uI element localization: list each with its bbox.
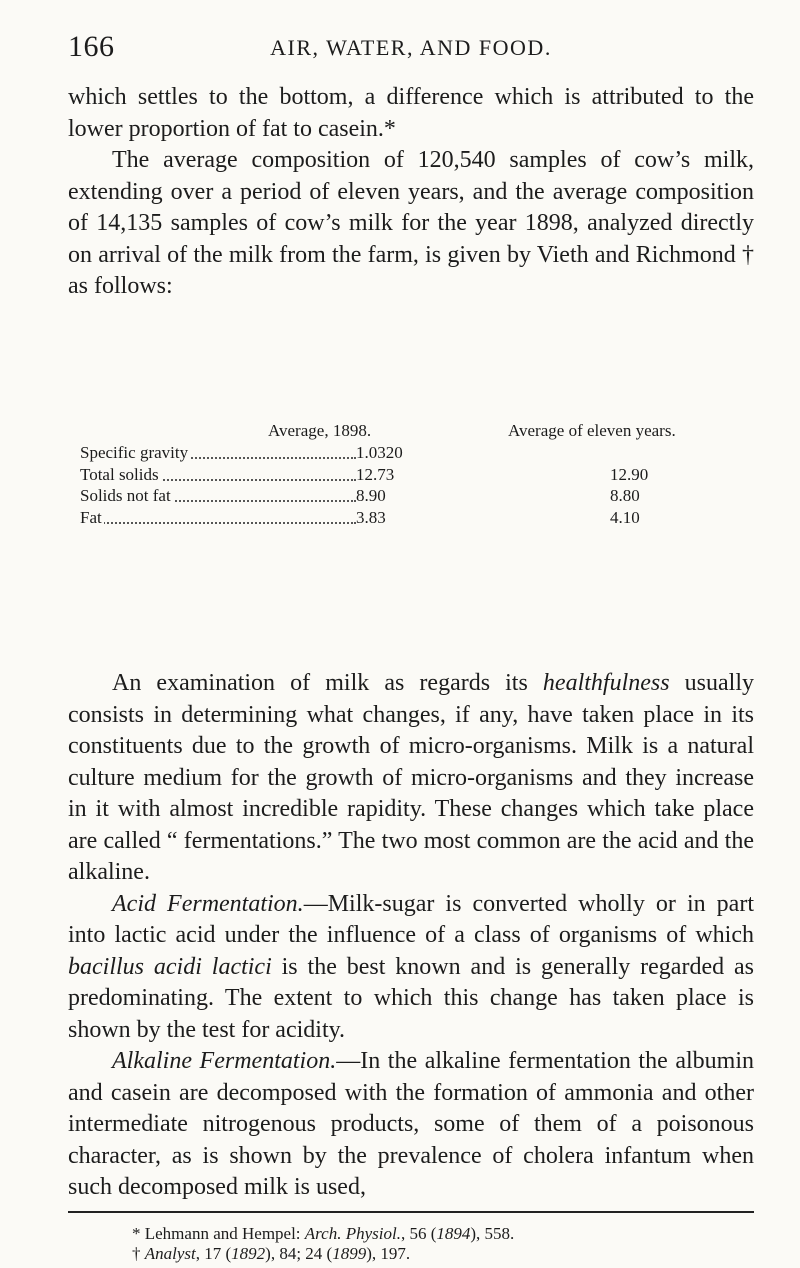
footnote-text: , 17 (: [195, 1244, 232, 1263]
text-run: usually consists in determining what changes, if any, have taken place in its constituents due to the growth of micro-organisms. Milk is a natural culture medium for the growth of micro-organisms and they increase in it with almost incredible rapidity. These changes which take place are called “ fermentations.” The two most common are the acid and the alkaline.: [68, 670, 754, 885]
table-row: [68, 485, 754, 507]
table-row: [68, 442, 754, 464]
value-1898: 3.83: [356, 507, 386, 527]
text-run: An examination of milk as regards its: [112, 670, 543, 696]
text-run: —Milk-sugar is converted wholly or in part into lactic acid under the influence of a class of organisms of which: [68, 890, 754, 948]
footnotes: [132, 1224, 752, 1264]
footnote-text: Lehmann and Hempel:: [144, 1224, 305, 1243]
footnote-divider: [68, 1211, 754, 1213]
footnote-text: ), 84; 24 (: [265, 1244, 333, 1263]
value-eleven-years: 4.10: [610, 507, 640, 527]
value-1898: 12.73: [356, 464, 395, 484]
paragraph-continuation: which settles to the bottom, a difference which is attributed to the lower proportion of fat to casein.*: [68, 84, 754, 142]
footnote: [132, 1224, 752, 1244]
text-block-top: [68, 82, 754, 303]
value-eleven-years: 8.80: [610, 486, 640, 505]
value-1898: 1.0320: [356, 443, 403, 462]
footnote-text: ), 197.: [366, 1244, 411, 1263]
row-label: Total solids: [80, 464, 159, 484]
milk-composition-table: [68, 420, 754, 528]
text-run: is the best known and is generally regarded as predominating. The extent to which this change has taken place is shown by the test for acidity.: [68, 953, 754, 1043]
page-number: 166: [68, 30, 115, 63]
emphasis: healthfulness: [542, 670, 670, 696]
footnote-year: 1899: [332, 1244, 367, 1263]
row-label: Solids not fat: [80, 486, 171, 505]
row-label: Specific gravity: [80, 443, 189, 462]
section-heading: Acid Fermentation.: [112, 890, 304, 917]
table-row: [68, 464, 754, 486]
running-head: AIR, WATER, AND FOOD.: [270, 35, 552, 60]
footnote-year: 1894: [436, 1224, 471, 1243]
paragraph-alkaline-fermentation: [68, 1046, 754, 1204]
section-heading: Alkaline Fermentation.: [112, 1048, 337, 1074]
column-header-eleven-years: Average of eleven years.: [508, 421, 676, 440]
table-row: [68, 507, 754, 529]
row-label: Fat: [80, 507, 102, 527]
text-run: —In the alkaline fermentation the albumin and casein are decomposed with the formation of ammonia and other intermediate nitrogenous products, some of them of a poisonous character, as is shown by the prevalence of cholera infantum when such decomposed milk is used,: [68, 1048, 754, 1200]
footnote: [132, 1244, 752, 1264]
emphasis: bacillus acidi lactici: [68, 953, 272, 980]
text-block-bottom: [68, 668, 754, 1204]
leader-dots: [80, 507, 356, 524]
paragraph-composition: The average composition of 120,540 samples of cow’s milk, extending over a period of eleven years, and the average composition of 14,135 samples of cow’s milk for the year 1898, analyzed directly on arrival of the milk from the farm, is given by Vieth and Richmond † as follows:: [68, 147, 754, 299]
page-header: [68, 30, 754, 70]
footnote-text: ), 558.: [470, 1224, 515, 1243]
table-header: [68, 420, 754, 442]
paragraph-healthfulness: [68, 668, 754, 889]
footnote-mark: †: [132, 1244, 141, 1263]
footnote-text: , 56 (: [400, 1224, 437, 1243]
paragraph-acid-fermentation: [68, 889, 754, 1047]
footnote-mark: *: [132, 1224, 141, 1243]
journal-title: Analyst: [144, 1244, 196, 1263]
column-header-1898: Average, 1898.: [268, 421, 372, 440]
footnote-year: 1892: [231, 1244, 266, 1263]
value-1898: 8.90: [356, 486, 386, 505]
value-eleven-years: 12.90: [610, 464, 649, 484]
journal-title: Arch. Physiol.: [304, 1224, 401, 1243]
